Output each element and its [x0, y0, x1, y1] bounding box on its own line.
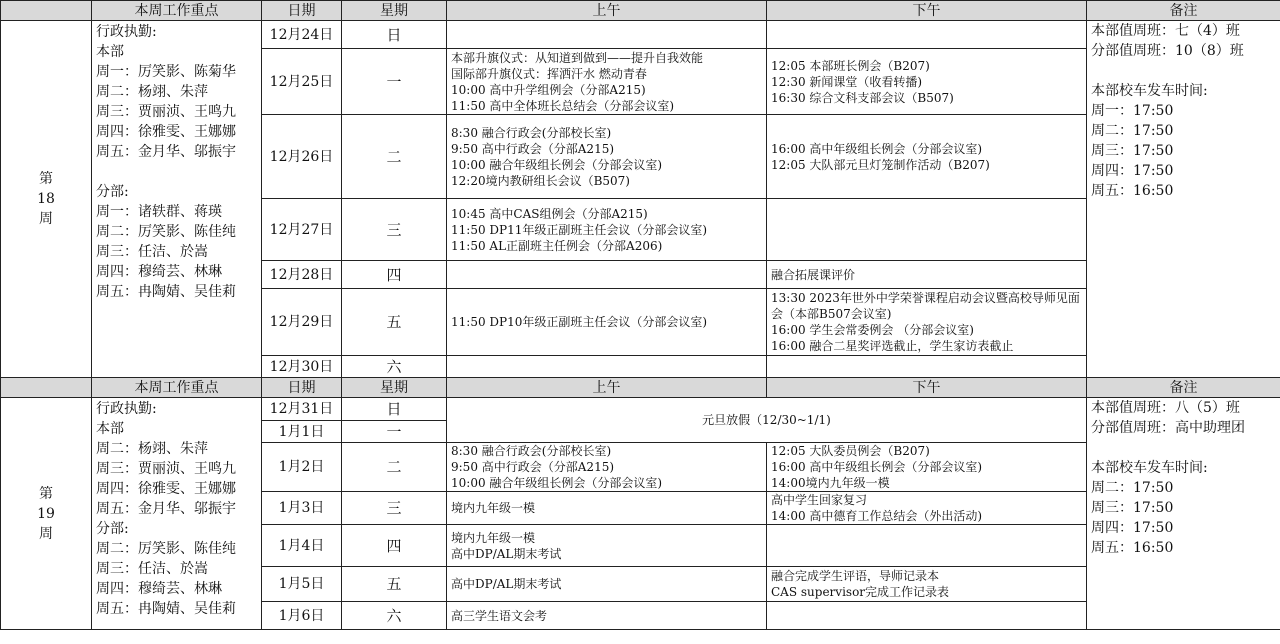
text-line: 周二：厉笑影、陈佳纯: [96, 224, 236, 240]
text-line: 16:00 融合二星奖评选截止，学生家访表截止: [771, 339, 1014, 353]
morning-cell: [447, 492, 767, 525]
text-line: 19: [37, 505, 55, 522]
date-cell: 1月3日: [262, 492, 342, 525]
notes-cell: [1087, 21, 1280, 378]
text-line: 周二：厉笑影、陈佳纯: [96, 541, 236, 557]
text-line: [1091, 61, 1276, 81]
text-line: 周二：17:50: [1091, 123, 1174, 139]
morning-cell: [447, 115, 767, 199]
text-line: 16:00 学生会常委例会 （分部会议室): [771, 323, 974, 337]
text-line: [1091, 438, 1276, 458]
text-line: 周二：杨翊、朱萍: [96, 441, 208, 457]
text-line: 境内九年级一模: [451, 530, 536, 545]
afternoon-cell: [767, 567, 1087, 602]
header-cell: 本周工作重点: [92, 378, 262, 398]
text-line: 10:00 高中升学组例会（分部A215): [451, 82, 646, 97]
date-cell: 12月24日: [262, 21, 342, 49]
text-line: 10:00 融合年级组长例会（分部会议室): [451, 476, 663, 490]
text-line: 周一：诸轶群、蒋瑛: [96, 204, 222, 220]
text-line: 周三：任洁、於嵩: [96, 244, 208, 260]
text-line: 国际部升旗仪式：挥洒汗水 燃动青春: [451, 66, 647, 81]
text-line: 周三：贾丽浈、王鸣九: [96, 461, 236, 477]
weekday-cell: 三: [342, 492, 447, 525]
afternoon-cell: [767, 261, 1087, 289]
date-cell: 12月25日: [262, 49, 342, 115]
date-cell: 1月6日: [262, 602, 342, 630]
week-label: [1, 398, 92, 630]
weekday-cell: 四: [342, 525, 447, 567]
header-blank-cell: [1, 378, 92, 398]
morning-cell: [447, 261, 767, 289]
text-line: 周四：17:50: [1091, 163, 1174, 179]
text-line: 8:30 融合行政会(分部校长室): [451, 125, 612, 140]
date-cell: 1月5日: [262, 567, 342, 602]
text-line: 周四：徐雅雯、王娜娜: [96, 481, 236, 497]
text-line: 周四：17:50: [1091, 520, 1174, 536]
text-line: 9:50 高中行政会（分部A215): [451, 460, 615, 474]
text-line: 周五：冉陶婧、吴佳莉: [96, 601, 236, 617]
afternoon-cell: [767, 115, 1087, 199]
morning-cell: [447, 49, 767, 115]
date-cell: 12月27日: [262, 199, 342, 261]
header-cell: 星期: [342, 1, 447, 21]
text-line: 分部值周班：10（8）班: [1091, 43, 1244, 59]
table-row: [1, 398, 1280, 421]
header-cell: 星期: [342, 378, 447, 398]
text-line: 10:45 高中CAS组例会（分部A215): [451, 206, 648, 221]
weekday-cell: 六: [342, 602, 447, 630]
text-line: 12:30 新闻课堂（收看转播): [771, 74, 923, 89]
date-cell: 1月2日: [262, 443, 342, 492]
header-row: [1, 378, 1280, 398]
header-cell: 下午: [767, 1, 1087, 21]
morning-cell: [447, 21, 767, 49]
text-line: 境内九年级一模: [451, 501, 536, 515]
afternoon-cell: [767, 289, 1087, 356]
afternoon-cell: [767, 21, 1087, 49]
text-line: 周三：17:50: [1091, 143, 1174, 159]
text-line: [96, 162, 257, 182]
date-cell: 12月31日: [262, 398, 342, 421]
text-line: 分部值周班：高中助理团: [1091, 420, 1245, 436]
weekday-cell: 二: [342, 115, 447, 199]
text-line: 周五：16:50: [1091, 183, 1174, 199]
text-line: 周五：冉陶婧、吴佳莉: [96, 284, 236, 300]
text-line: 周五：金月华、邬振宇: [96, 501, 236, 517]
morning-cell: [447, 567, 767, 602]
date-cell: 12月26日: [262, 115, 342, 199]
weekday-cell: 日: [342, 398, 447, 421]
date-cell: 1月1日: [262, 421, 342, 443]
text-line: 第: [39, 171, 53, 187]
text-line: 周二：杨翊、朱萍: [96, 84, 208, 100]
text-line: 周一：17:50: [1091, 103, 1174, 119]
text-line: 12:20境内教研组长会议（B507): [451, 173, 630, 188]
header-blank-cell: [1, 1, 92, 21]
text-line: 本部校车发车时间:: [1091, 83, 1208, 99]
morning-cell: [447, 289, 767, 356]
text-line: 高三学生语文会考: [451, 608, 548, 623]
text-line: 本部: [96, 421, 124, 437]
weekday-cell: 日: [342, 21, 447, 49]
text-line: 本部: [96, 44, 124, 60]
afternoon-cell: [767, 525, 1087, 567]
text-line: 分部:: [96, 521, 129, 537]
text-line: CAS supervisor完成工作记录表: [771, 585, 950, 599]
text-line: 分部:: [96, 184, 129, 200]
afternoon-cell: [767, 492, 1087, 525]
text-line: 周: [39, 525, 53, 542]
text-line: 融合拓展课评价: [771, 267, 856, 282]
text-line: 8:30 融合行政会(分部校长室): [451, 444, 612, 458]
header-cell: 本周工作重点: [92, 1, 262, 21]
text-line: 16:00 高中年级组长例会（分部会议室): [771, 141, 983, 156]
text-line: 高中学生回家复习: [771, 493, 868, 507]
text-line: 11:50 DP10年级正副班主任会议（分部会议室): [451, 315, 708, 329]
date-cell: 12月28日: [262, 261, 342, 289]
duty-roster: [92, 398, 262, 630]
afternoon-cell: [767, 49, 1087, 115]
text-line: 周四：穆绮芸、林琳: [96, 581, 222, 597]
text-line: 本部升旗仪式：从知道到做到——提升自我效能: [451, 50, 704, 65]
text-line: 12:05 大队部元旦灯笼制作活动（B207): [771, 157, 990, 172]
text-line: 行政执勤:: [96, 401, 157, 417]
weekday-cell: 六: [342, 356, 447, 378]
week-label: [1, 21, 92, 378]
text-line: 本部值周班：七（4）班: [1091, 23, 1240, 39]
text-line: 本部值周班：八（5）班: [1091, 400, 1240, 416]
table-row: [1, 21, 1280, 49]
weekday-cell: 一: [342, 49, 447, 115]
morning-cell: [447, 199, 767, 261]
text-line: 融合完成学生评语，导师记录本: [771, 569, 940, 583]
text-line: 高中DP/AL期末考试: [451, 577, 562, 591]
text-line: 11:50 DP11年级正副班主任会议（分部会议室): [451, 222, 708, 237]
text-line: 16:30 综合文科支部会议（B507): [771, 90, 954, 105]
morning-cell: [447, 356, 767, 378]
text-line: 周三：贾丽浈、王鸣九: [96, 104, 236, 120]
text-line: 行政执勤:: [96, 24, 157, 40]
weekday-cell: 一: [342, 421, 447, 443]
text-line: 10:00 融合年级组长例会（分部会议室): [451, 157, 663, 172]
weekday-cell: 五: [342, 567, 447, 602]
text-line: 14:00境内九年级一模: [771, 476, 890, 490]
afternoon-cell: [767, 443, 1087, 492]
text-line: 周三：17:50: [1091, 500, 1174, 516]
header-cell: 备注: [1087, 378, 1280, 398]
text-line: 周四：徐雅雯、王娜娜: [96, 124, 236, 140]
afternoon-cell: [767, 602, 1087, 630]
text-line: 16:00 高中年级组长例会（分部会议室): [771, 460, 983, 474]
text-line: 周五：金月华、邬振宇: [96, 144, 236, 160]
text-line: 12:05 本部班长例会（B207): [771, 58, 930, 73]
date-cell: 12月30日: [262, 356, 342, 378]
text-line: 周一：厉笑影、陈菊华: [96, 64, 236, 80]
weekday-cell: 五: [342, 289, 447, 356]
text-line: 周五：16:50: [1091, 540, 1174, 556]
date-cell: 12月29日: [262, 289, 342, 356]
text-line: 14:00 高中德育工作总结会（外出活动): [771, 509, 983, 523]
header-cell: 日期: [262, 378, 342, 398]
text-line: 11:50 AL正副班主任例会（分部A206): [451, 238, 663, 253]
afternoon-cell: [767, 356, 1087, 378]
holiday-cell: 元旦放假（12/30~1/1): [447, 398, 1087, 443]
morning-cell: [447, 443, 767, 492]
text-line: 12:05 大队委员例会（B207): [771, 444, 930, 458]
weekday-cell: 四: [342, 261, 447, 289]
text-line: 11:50 高中全体班长总结会（分部会议室): [451, 98, 675, 113]
duty-roster: [92, 21, 262, 378]
text-line: 周: [39, 211, 53, 227]
header-cell: 下午: [767, 378, 1087, 398]
text-line: 第: [39, 485, 53, 502]
morning-cell: [447, 525, 767, 567]
afternoon-cell: [767, 199, 1087, 261]
header-cell: 上午: [447, 1, 767, 21]
text-line: 周二：17:50: [1091, 480, 1174, 496]
weekday-cell: 二: [342, 443, 447, 492]
text-line: 周四：穆绮芸、林琳: [96, 264, 222, 280]
header-cell: 备注: [1087, 1, 1280, 21]
weekday-cell: 三: [342, 199, 447, 261]
morning-cell: [447, 602, 767, 630]
date-cell: 1月4日: [262, 525, 342, 567]
text-line: 本部校车发车时间:: [1091, 460, 1208, 476]
notes-cell: [1087, 398, 1280, 630]
text-line: 周三：任洁、於嵩: [96, 561, 208, 577]
header-row: [1, 1, 1280, 21]
text-line: 18: [37, 191, 55, 207]
text-line: 高中DP/AL期末考试: [451, 546, 562, 561]
text-line: 13:30 2023年世外中学荣誉课程启动会议暨高校导师见面会（本部B507会议室): [771, 291, 1080, 321]
header-cell: 上午: [447, 378, 767, 398]
header-cell: 日期: [262, 1, 342, 21]
text-line: 9:50 高中行政会（分部A215): [451, 141, 615, 156]
